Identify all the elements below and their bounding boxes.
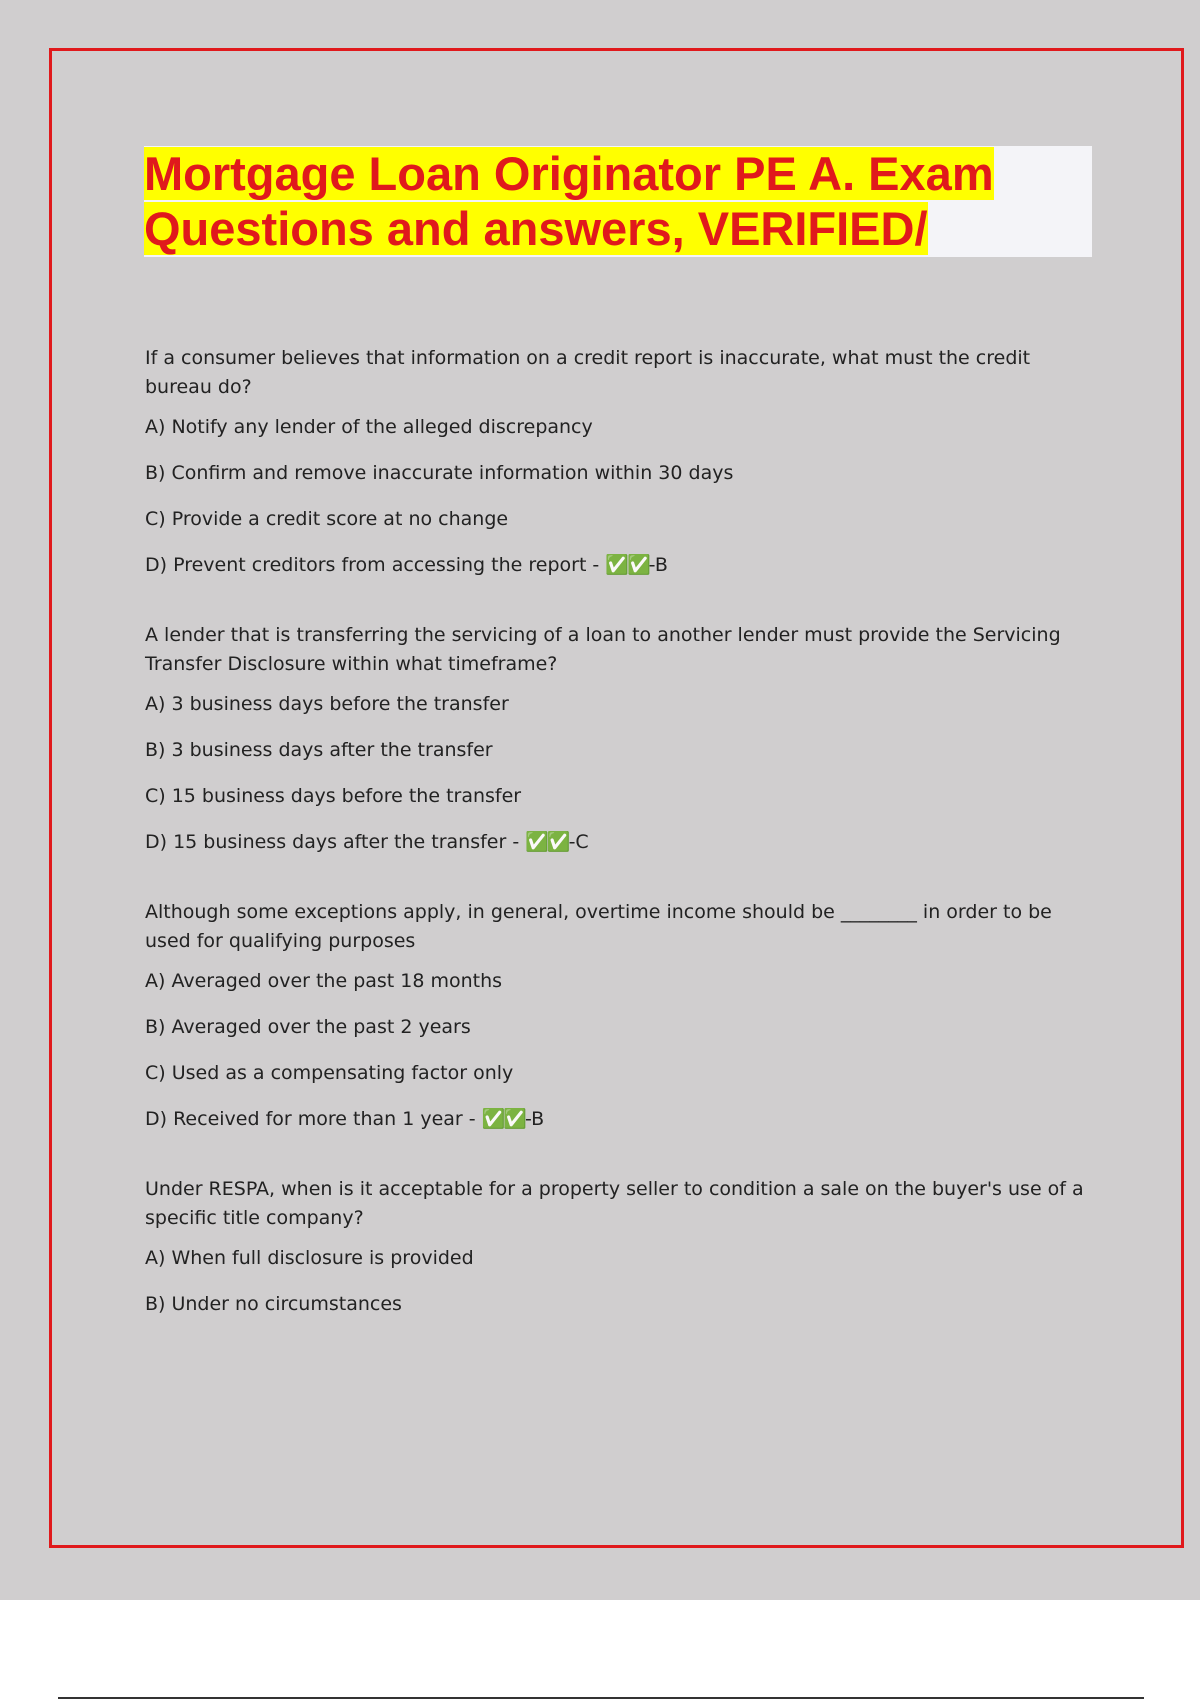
answer-key: -C bbox=[568, 831, 589, 853]
option-c: C) Provide a credit score at no change bbox=[145, 508, 509, 530]
question-stem: Although some exceptions apply, in general, overtime income should be ________ in order to be used for qualifying purposes bbox=[145, 901, 1052, 952]
question-2 bbox=[145, 621, 1095, 854]
option-a: A) Notify any lender of the alleged discrepancy bbox=[145, 416, 593, 438]
option-b: B) Confirm and remove inaccurate information within 30 days bbox=[145, 462, 734, 484]
question-stem: Under RESPA, when is it acceptable for a property seller to condition a sale on the buyer's use of a specific title company? bbox=[145, 1178, 1084, 1229]
option-d bbox=[145, 554, 1095, 577]
option-b: B) Under no circumstances bbox=[145, 1293, 402, 1315]
option-d-text: D) 15 business days after the transfer - bbox=[145, 831, 520, 853]
footer-divider bbox=[58, 1697, 1144, 1699]
answer-key: -B bbox=[648, 554, 668, 576]
double-check-icon: ✅✅ bbox=[605, 554, 649, 576]
option-d bbox=[145, 831, 1095, 854]
question-stem: A lender that is transferring the servicing of a loan to another lender must provide the Servicing Transfer Disclosure within what timeframe? bbox=[145, 624, 1061, 675]
option-d-text: D) Prevent creditors from accessing the report - bbox=[145, 554, 600, 576]
option-b: B) Averaged over the past 2 years bbox=[145, 1016, 471, 1038]
question-4 bbox=[145, 1175, 1095, 1316]
option-c: C) Used as a compensating factor only bbox=[145, 1062, 514, 1084]
double-check-icon: ✅✅ bbox=[525, 831, 569, 853]
title-line-1: Mortgage Loan Originator PE A. Exam bbox=[144, 147, 994, 200]
double-check-icon: ✅✅ bbox=[481, 1108, 525, 1130]
option-d bbox=[145, 1108, 1095, 1131]
option-a: A) 3 business days before the transfer bbox=[145, 693, 509, 715]
option-d-text: D) Received for more than 1 year - bbox=[145, 1108, 476, 1130]
question-stem: If a consumer believes that information on a credit report is inaccurate, what must the credit bureau do? bbox=[145, 347, 1031, 398]
option-a: A) When full disclosure is provided bbox=[145, 1247, 474, 1269]
answer-key: -B bbox=[525, 1108, 545, 1130]
option-b: B) 3 business days after the transfer bbox=[145, 739, 493, 761]
question-3 bbox=[145, 898, 1095, 1131]
question-1 bbox=[145, 344, 1095, 577]
question-list bbox=[145, 344, 1095, 1360]
title-line-2: Questions and answers, VERIFIED/ bbox=[144, 202, 928, 255]
option-a: A) Averaged over the past 18 months bbox=[145, 970, 503, 992]
option-c: C) 15 business days before the transfer bbox=[145, 785, 522, 807]
document-title bbox=[144, 146, 1104, 256]
